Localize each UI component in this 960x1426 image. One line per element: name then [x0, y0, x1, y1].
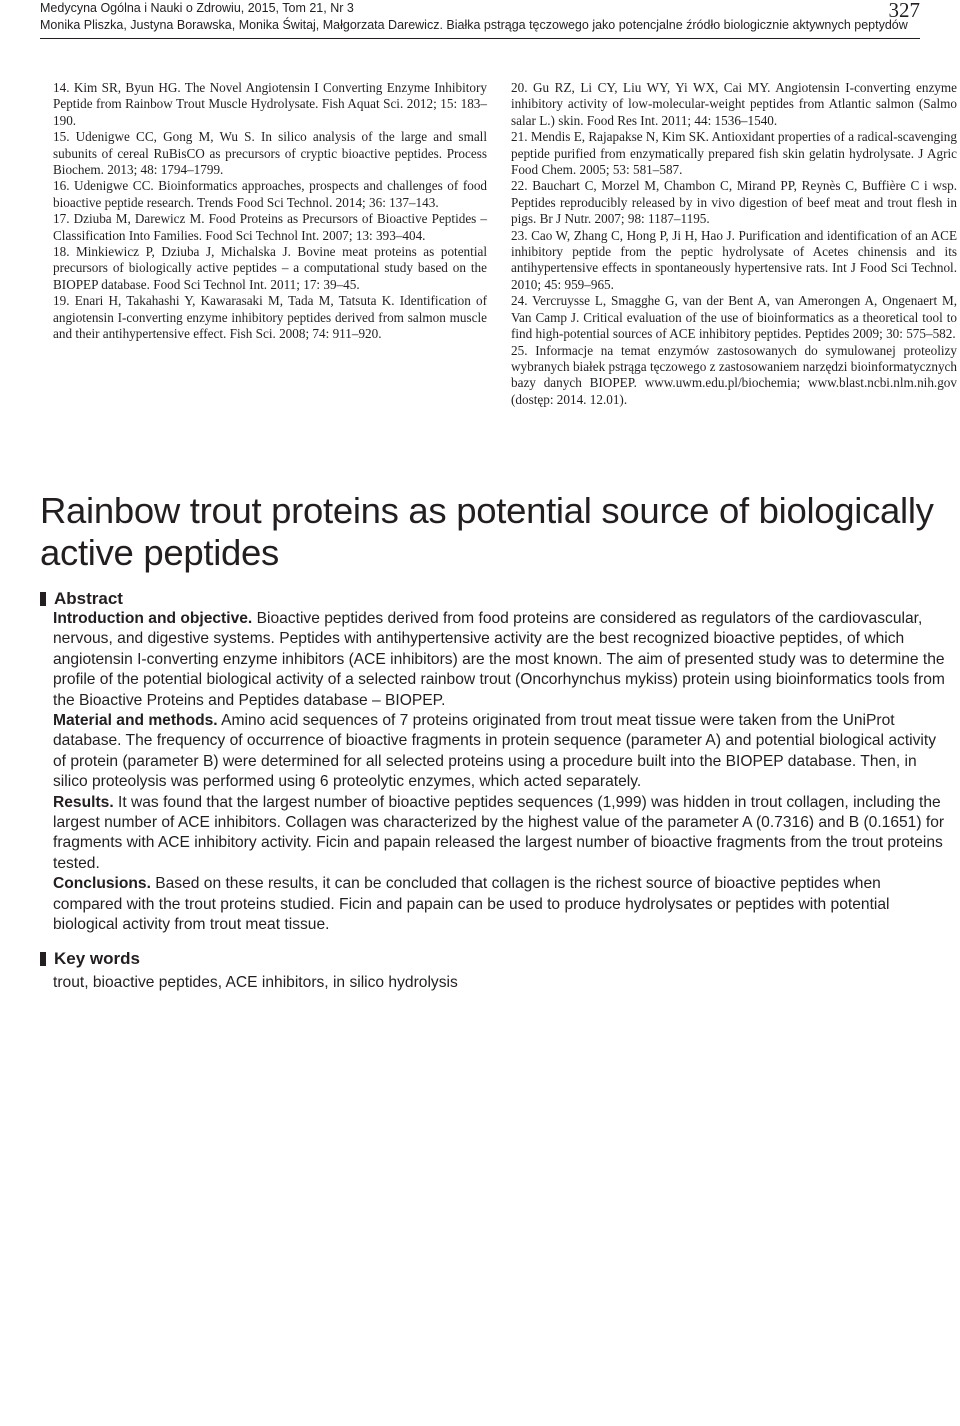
results-label: Results.	[53, 793, 114, 811]
reference-text: Kim SR, Byun HG. The Novel Angiotensin I Converting Enzyme Inhibitory Peptide from Rainbow Trout Muscle Hydrolysate. Fish Aquat Sci. 2012; 15: 183–190.	[53, 80, 488, 128]
reference-text: Gu RZ, Li CY, Liu WY, Yi WX, Cai MY. Angiotensin I-converting enzyme inhibitory activity of low-molecular-weight peptides from Atlantic salmon (Salmo salar L.) skin. Food Res Int. 2011; 44: 1536–1540.	[511, 80, 957, 128]
reference-number: 25.	[511, 342, 536, 358]
results-text: It was found that the largest number of bioactive peptides sequences (1,999) was hidden in trout collagen, including the largest number of ACE inhibitors. Collagen was characterized by the highest value of the parameter A (0.7316) and B (0.1651) for fragments with ACE inhibitory activity. Ficin and papain released the largest number of bioactive fragments from the trout proteins tested.	[53, 793, 945, 872]
conclusions-text: Based on these results, it can be concluded that collagen is the richest source of bioactive peptides when compared with the trout proteins studied. Ficin and papain can be used to produce hydrolysates or peptides with potential biological activity from trout meat tissue.	[53, 875, 890, 934]
page-number: 327	[888, 0, 920, 22]
article-title: Rainbow trout proteins as potential source of biologically active peptides	[40, 490, 934, 573]
intro-text: Bioactive peptides derived from food proteins are considered as regulators of the cardiovascular, nervous, and digestive systems. Peptides with antihypertensive activity are the best recognized bioactive peptides, of which angiotensin I-converting enzyme inhibitors (ACE inhibitors) are the most known. The aim of presented study was to determine the profile of the potential biological activity of a selected rainbow trout (Oncorhynchus mykiss) protein using bioinformatics tools from the Bioactive Proteins and Peptides database – BIOPEP.	[53, 610, 945, 709]
journal-citation: Medycyna Ogólna i Nauki o Zdrowiu, 2015, Tom 21, Nr 3	[40, 1, 354, 15]
reference-item	[511, 178, 957, 227]
abstract-conclusions	[53, 874, 946, 935]
reference-item	[53, 244, 487, 293]
reference-number: 23.	[511, 227, 532, 243]
reference-text: Informacje na temat enzymów zastosowanych do symulowanej proteolizy wybranych białek pstrąga tęczowego z zastosowaniem narzędzi bioinformatycznych bazy danych BIOPEP. www.uwm.edu.pl/biochemia; www.blast.ncbi.nlm.nih.gov (dostęp: 2014. 12.01).	[511, 342, 957, 407]
abstract-intro	[53, 609, 946, 711]
intro-label: Introduction and objective.	[53, 610, 253, 627]
keywords-heading	[40, 949, 140, 969]
reference-item	[511, 293, 957, 342]
references-right-column	[511, 80, 957, 408]
abstract-methods	[53, 711, 946, 793]
reference-item	[53, 211, 487, 244]
section-marker-icon	[40, 592, 46, 606]
header-divider	[40, 38, 920, 39]
references-left-column	[53, 80, 487, 343]
abstract-results	[53, 793, 946, 875]
reference-item	[53, 129, 487, 178]
reference-text: Udenigwe CC. Bioinformatics approaches, prospects and challenges of food bioactive peptide research. Trends Food Sci Technol. 2014; 36: 137–143.	[53, 178, 488, 210]
reference-item	[53, 293, 487, 342]
section-marker-icon	[40, 952, 46, 966]
keywords-heading-text: Key words	[54, 949, 140, 968]
reference-number: 24.	[511, 293, 533, 309]
abstract-heading	[40, 589, 123, 609]
reference-text: Dziuba M, Darewicz M. Food Proteins as Precursors of Bioactive Peptides – Classification Into Families. Food Sci Technol Int. 2007; 13: 393–404.	[53, 211, 487, 243]
methods-label: Material and methods.	[53, 712, 218, 730]
reference-text: Minkiewicz P, Dziuba J, Michalska J. Bovine meat proteins as potential precursors of biologically active peptides – a computational study based on the BIOPEP database. Food Sci Technol Int. 2011; 17: 39–45.	[53, 244, 487, 292]
reference-item	[511, 129, 957, 178]
running-title: Monika Pliszka, Justyna Borawska, Monika Świtaj, Małgorzata Darewicz. Białka pstrąga tęczowego jako potencjalne źródło biologicznie aktywnych peptydów	[40, 18, 908, 32]
reference-number: 19.	[53, 293, 75, 309]
reference-number: 21.	[511, 129, 531, 145]
reference-item	[53, 178, 487, 211]
reference-text: Mendis E, Rajapakse N, Kim SK. Antioxidant properties of a radical-scavenging peptide purified from enzymatically prepared fish skin gelatin hydrolysate. J Agric Food Chem. 2005; 53: 581–587.	[511, 129, 957, 178]
reference-number: 16.	[53, 178, 75, 194]
reference-text: Udenigwe CC, Gong M, Wu S. In silico analysis of the large and small subunits of cereal RuBisCO as precursors of cryptic bioactive peptides. Process Biochem. 2013; 48: 1794–1799.	[53, 129, 488, 178]
reference-text: Cao W, Zhang C, Hong P, Ji H, Hao J. Purification and identification of an ACE inhibitory peptide from the peptic hydrolysate of Acetes chinensis and its antihypertensive effects in spontaneously hypertensive rats. Int J Food Sci Technol. 2010; 45: 959–965.	[511, 227, 958, 292]
reference-text: Vercruysse L, Smagghe G, van der Bent A, van Amerongen A, Ongenaert M, Van Camp J. Critical evaluation of the use of bioinformatics as a theoretical tool to find high-potential sources of ACE inhibitory peptides. Peptides 2009; 30: 575–582.	[511, 293, 957, 342]
reference-item	[511, 343, 957, 409]
keywords-list: trout, bioactive peptides, ACE inhibitors, in silico hydrolysis	[53, 974, 458, 991]
reference-text: Enari H, Takahashi Y, Kawarasaki M, Tada M, Tatsuta K. Identification of angiotensin I-converting enzyme inhibitory peptides derived from salmon muscle and their antihypertensive effect. Fish Sci. 2008; 74: 911–920.	[53, 293, 488, 342]
reference-item	[511, 228, 957, 294]
reference-number: 18.	[53, 244, 77, 260]
conclusions-label: Conclusions.	[53, 875, 151, 893]
reference-number: 20.	[511, 80, 534, 95]
reference-text: Bauchart C, Morzel M, Chambon C, Mirand PP, Reynès C, Buffière C i wsp. Peptides reproducibly released by in vivo digestion of beef meat and trout flesh in pigs. Br J Nutr. 2007; 98: 1187–1195.	[511, 178, 957, 227]
methods-text: Amino acid sequences of 7 proteins originated from trout meat tissue were taken from the UniProt database. The frequency of occurrence of bioactive fragments in protein sequence (parameter A) and potential biological activity of protein (parameter B) were determined for all selected proteins using a procedure built into the BIOPEP database. Then, in silico proteolysis was performed using 6 proteolytic enzymes, which acted separately.	[53, 712, 937, 791]
running-header	[40, 0, 960, 44]
reference-item	[53, 80, 487, 129]
reference-number: 17.	[53, 211, 74, 227]
abstract-body	[53, 609, 946, 936]
reference-item	[511, 80, 957, 129]
reference-number: 14.	[53, 80, 74, 95]
abstract-heading-text: Abstract	[54, 589, 123, 608]
reference-number: 15.	[53, 129, 76, 145]
reference-number: 22.	[511, 178, 533, 194]
